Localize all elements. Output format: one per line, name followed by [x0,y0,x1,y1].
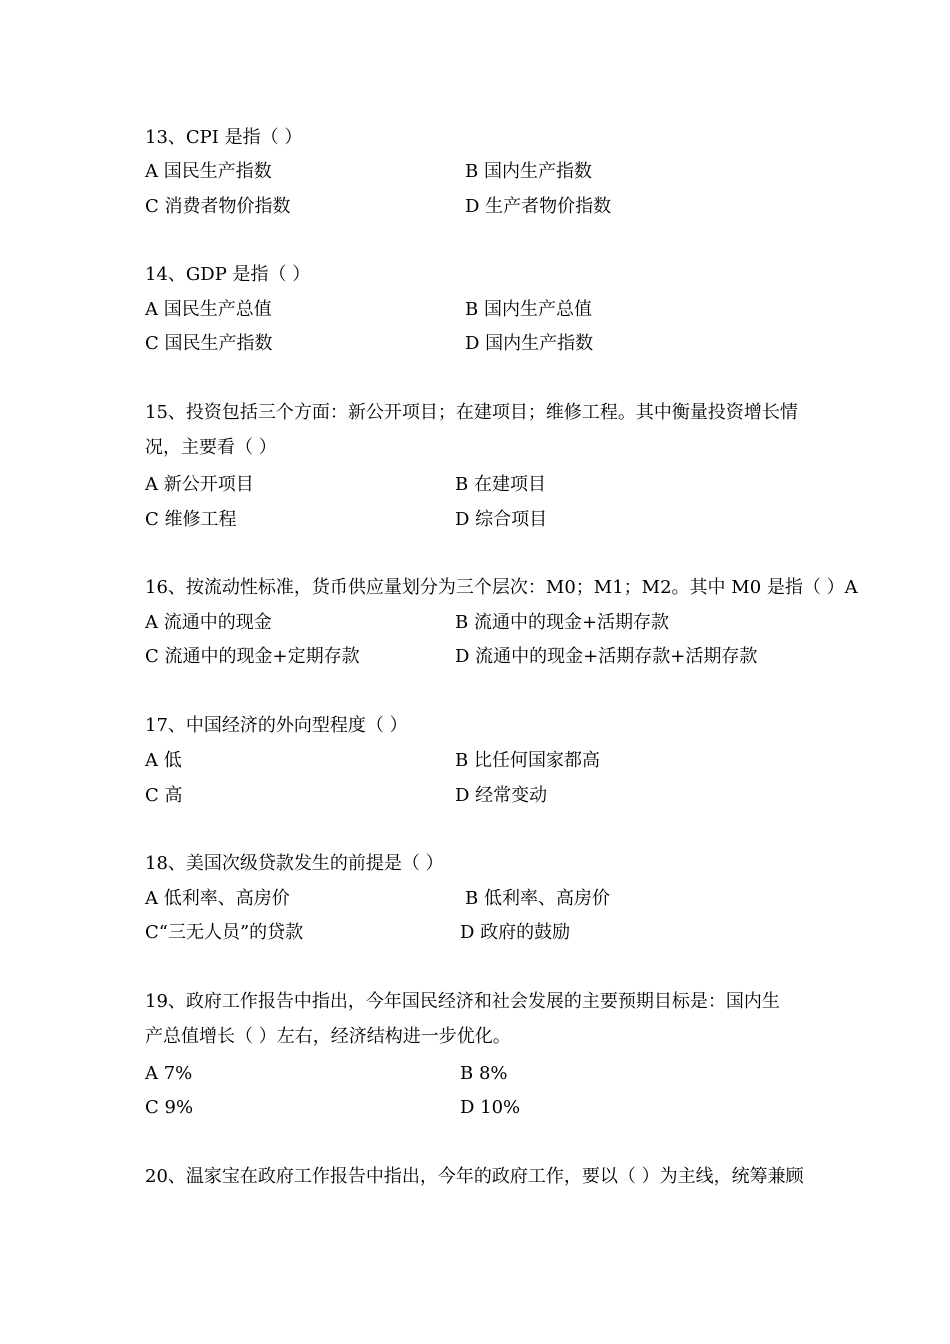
question-18-stem: 18、美国次级贷款发生的前提是（ ） [145,853,444,874]
question-15-option-c: C 维修工程 [145,509,237,530]
question-15-option-d: D 综合项目 [455,509,548,530]
question-17-option-d: D 经常变动 [455,785,548,806]
question-16-option-a: A 流通中的现金 [145,612,272,633]
question-17-stem: 17、中国经济的外向型程度（ ） [145,715,408,736]
question-14-stem: 14、GDP 是指（ ） [145,264,311,285]
question-18-option-b: B 低利率、高房价 [465,888,610,909]
question-19-option-c: C 9% [145,1097,194,1118]
question-20-stem: 20、温家宝在政府工作报告中指出，今年的政府工作，要以（ ）为主线，统筹兼顾 [145,1166,804,1187]
question-16-option-c: C 流通中的现金+定期存款 [145,646,360,667]
question-19-stem-line-2: 产总值增长（ ）左右，经济结构进一步优化。 [145,1026,511,1047]
question-13-option-d: D 生产者物价指数 [465,196,612,217]
question-14-option-c: C 国民生产指数 [145,333,273,354]
question-19-option-a: A 7% [145,1063,193,1084]
question-16-option-d: D 流通中的现金+活期存款+活期存款 [455,646,758,667]
question-14-option-a: A 国民生产总值 [145,299,272,320]
question-17-option-b: B 比任何国家都高 [455,750,600,771]
question-16-stem: 16、按流动性标准，货币供应量划分为三个层次：M0；M1；M2。其中 M0 是指（ ）A [145,577,858,598]
question-18-option-d: D 政府的鼓励 [460,922,571,943]
question-13-option-c: C 消费者物价指数 [145,196,291,217]
question-18-option-c: C“三无人员”的贷款 [145,922,304,943]
question-14-option-d: D 国内生产指数 [465,333,594,354]
question-13-stem: 13、CPI 是指（ ） [145,127,303,148]
question-18-option-a: A 低利率、高房价 [145,888,290,909]
question-16-option-b: B 流通中的现金+活期存款 [455,612,670,633]
question-15-option-a: A 新公开项目 [145,474,254,495]
question-15-stem-line-1: 15、投资包括三个方面：新公开项目；在建项目；维修工程。其中衡量投资增长情 [145,402,798,423]
question-15-stem-line-2: 况，主要看（ ） [145,437,277,458]
question-15-option-b: B 在建项目 [455,474,546,495]
question-19-stem-line-1: 19、政府工作报告中指出，今年国民经济和社会发展的主要预期目标是：国内生 [145,991,780,1012]
question-14-option-b: B 国内生产总值 [465,299,592,320]
question-19-option-b: B 8% [460,1063,508,1084]
question-13-option-b: B 国内生产指数 [465,161,592,182]
question-19-option-d: D 10% [460,1097,521,1118]
question-13-option-a: A 国民生产指数 [145,161,272,182]
question-17-option-a: A 低 [145,750,182,771]
question-17-option-c: C 高 [145,785,183,806]
